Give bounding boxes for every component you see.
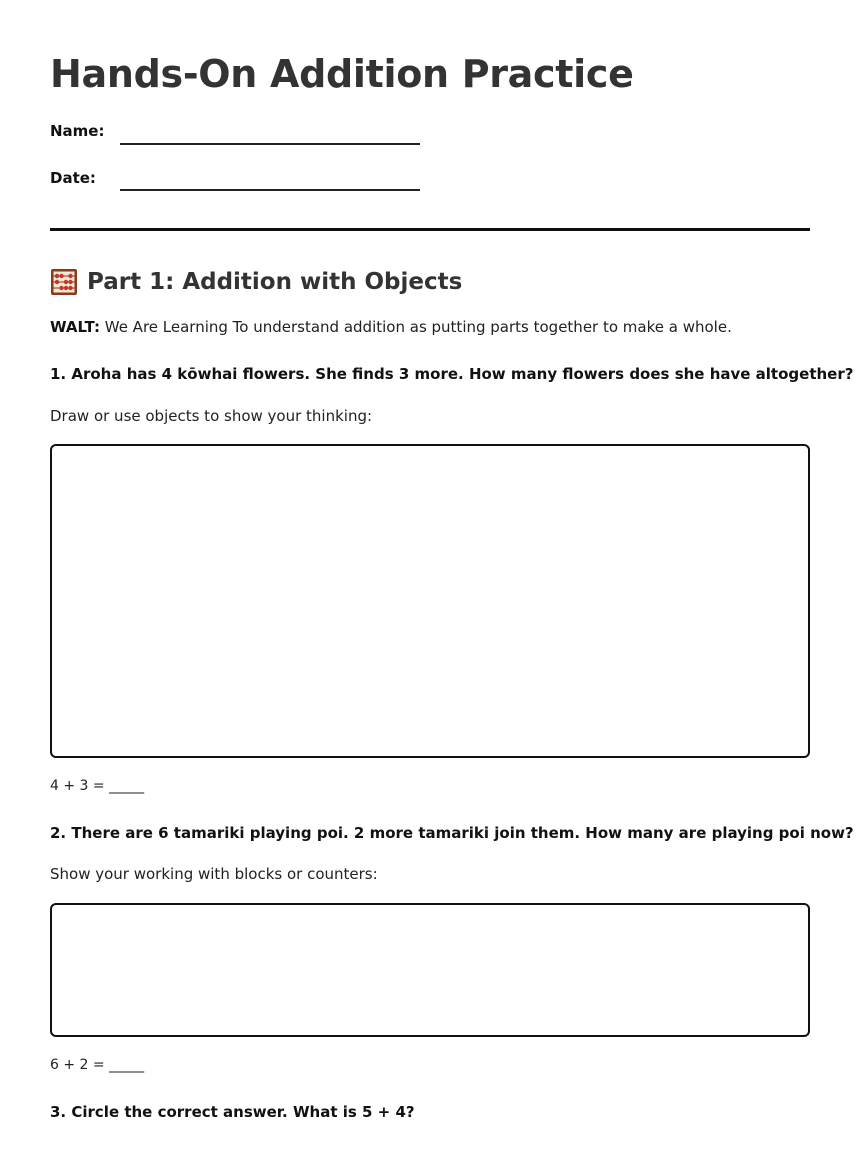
- section-heading-part-1: [50, 266, 462, 298]
- question-2-instruction: Show your working with blocks or counters:: [50, 865, 378, 883]
- header-divider: [50, 228, 810, 231]
- page-title: Hands-On Addition Practice: [50, 52, 634, 96]
- walt-statement: [50, 318, 732, 336]
- question-2: 2. There are 6 tamariki playing poi. 2 more tamariki join them. How many are playing poi now?: [50, 824, 854, 842]
- date-field[interactable]: [120, 189, 420, 191]
- question-2-equation: 6 + 2 = _____: [50, 1057, 145, 1073]
- question-1-equation: 4 + 3 = _____: [50, 778, 145, 794]
- name-label: Name:: [50, 122, 105, 140]
- question-1: 1. Aroha has 4 kōwhai flowers. She finds 3 more. How many flowers does she have altogether?: [50, 365, 854, 383]
- question-2-working-box[interactable]: [50, 903, 810, 1037]
- walt-label: WALT:: [50, 318, 100, 336]
- question-1-instruction: Draw or use objects to show your thinking:: [50, 407, 373, 425]
- date-label: Date:: [50, 169, 96, 187]
- name-field[interactable]: [120, 143, 420, 145]
- section-heading-text: Part 1: Addition with Objects: [87, 269, 463, 295]
- question-3: 3. Circle the correct answer. What is 5 + 4?: [50, 1103, 415, 1121]
- question-1-drawing-box[interactable]: [50, 444, 810, 758]
- walt-text: We Are Learning To understand addition as putting parts together to make a whole.: [99, 318, 732, 336]
- abacus-icon: [50, 268, 78, 296]
